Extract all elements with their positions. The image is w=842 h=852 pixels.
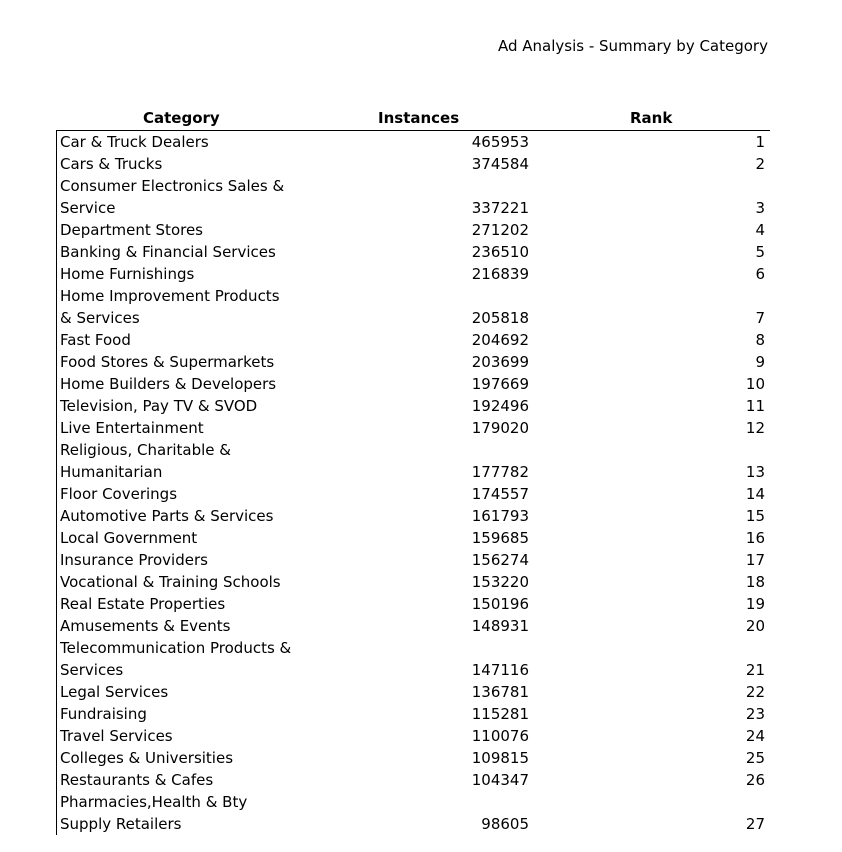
- rank-cell: 11: [745, 397, 765, 415]
- category-cell: Home Furnishings: [60, 265, 195, 283]
- rank-cell: 27: [745, 815, 765, 833]
- rank-cell: 15: [745, 507, 765, 525]
- instances-cell: 216839: [471, 265, 529, 283]
- rank-cell: 10: [745, 375, 765, 393]
- table-row: [57, 153, 771, 175]
- instances-cell: 374584: [471, 155, 529, 173]
- table-row: [57, 329, 771, 351]
- table-row: [57, 219, 771, 241]
- rank-column-header: Rank: [630, 109, 673, 127]
- instances-cell: 147116: [471, 661, 529, 679]
- instances-cell: 271202: [471, 221, 529, 239]
- instances-cell: 161793: [471, 507, 529, 525]
- rank-cell: 21: [745, 661, 765, 679]
- table-row: [57, 725, 771, 747]
- table-row: [57, 285, 771, 329]
- table-row: [57, 593, 771, 615]
- instances-cell: 337221: [471, 199, 529, 217]
- instances-cell: 465953: [471, 133, 529, 151]
- category-cell: Restaurants & Cafes: [60, 771, 214, 789]
- table-row: [57, 769, 771, 791]
- table-row: [57, 615, 771, 637]
- category-cell: Travel Services: [60, 727, 173, 745]
- instances-cell: 205818: [471, 309, 529, 327]
- instances-cell: 159685: [471, 529, 529, 547]
- category-cell: Pharmacies,Health & Bty Supply Retailers: [60, 793, 248, 833]
- rank-cell: 7: [755, 309, 765, 327]
- category-cell: Car & Truck Dealers: [60, 133, 209, 151]
- category-cell: Religious, Charitable & Humanitarian: [60, 441, 231, 481]
- instances-cell: 204692: [471, 331, 529, 349]
- page-title: Ad Analysis - Summary by Category: [498, 37, 768, 55]
- rank-cell: 14: [745, 485, 765, 503]
- category-cell: Amusements & Events: [60, 617, 231, 635]
- instances-cell: 148931: [471, 617, 529, 635]
- rank-cell: 16: [745, 529, 765, 547]
- rank-cell: 17: [745, 551, 765, 569]
- instances-cell: 236510: [471, 243, 529, 261]
- instances-cell: 150196: [471, 595, 529, 613]
- table-row: [57, 549, 771, 571]
- instances-cell: 110076: [471, 727, 529, 745]
- rank-cell: 6: [755, 265, 765, 283]
- category-cell: Fast Food: [60, 331, 131, 349]
- category-cell: Department Stores: [60, 221, 203, 239]
- rank-cell: 3: [755, 199, 765, 217]
- instances-cell: 177782: [471, 463, 529, 481]
- table-row: [57, 263, 771, 285]
- instances-cell: 115281: [471, 705, 529, 723]
- table-header: [0, 109, 842, 131]
- table-row: [57, 505, 771, 527]
- category-cell: Cars & Trucks: [60, 155, 163, 173]
- table-row: [57, 373, 771, 395]
- category-cell: Home Builders & Developers: [60, 375, 277, 393]
- table-row: [57, 241, 771, 263]
- instances-cell: 192496: [471, 397, 529, 415]
- category-cell: Fundraising: [60, 705, 147, 723]
- table-row: [57, 395, 771, 417]
- category-cell: Legal Services: [60, 683, 169, 701]
- table-row: [57, 439, 771, 483]
- rank-cell: 18: [745, 573, 765, 591]
- instances-cell: 136781: [471, 683, 529, 701]
- rank-cell: 23: [745, 705, 765, 723]
- category-cell: Insurance Providers: [60, 551, 208, 569]
- category-cell: Home Improvement Products & Services: [60, 287, 280, 327]
- table-row: [57, 417, 771, 439]
- rank-cell: 24: [745, 727, 765, 745]
- table-row: [57, 175, 771, 219]
- rank-cell: 13: [745, 463, 765, 481]
- category-cell: Local Government: [60, 529, 198, 547]
- category-cell: Banking & Financial Services: [60, 243, 276, 261]
- table-row: [57, 351, 771, 373]
- instances-cell: 179020: [471, 419, 529, 437]
- category-cell: Automotive Parts & Services: [60, 507, 274, 525]
- instances-cell: 156274: [471, 551, 529, 569]
- category-cell: Telecommunication Products & Services: [60, 639, 292, 679]
- table-row: [57, 527, 771, 549]
- category-cell: Consumer Electronics Sales & Service: [60, 177, 285, 217]
- table-row: [57, 703, 771, 725]
- instances-cell: 203699: [471, 353, 529, 371]
- rank-cell: 25: [745, 749, 765, 767]
- table-row: [57, 131, 771, 153]
- instances-cell: 153220: [471, 573, 529, 591]
- rank-cell: 26: [745, 771, 765, 789]
- rank-cell: 20: [745, 617, 765, 635]
- rank-cell: 2: [755, 155, 765, 173]
- category-cell: Vocational & Training Schools: [60, 573, 281, 591]
- table-row: [57, 747, 771, 769]
- table-row: [57, 571, 771, 593]
- category-cell: Colleges & Universities: [60, 749, 234, 767]
- table-row: [57, 681, 771, 703]
- category-cell: Food Stores & Supermarkets: [60, 353, 275, 371]
- rank-cell: 22: [745, 683, 765, 701]
- instances-cell: 174557: [471, 485, 529, 503]
- instances-column-header: Instances: [378, 109, 460, 127]
- category-cell: Live Entertainment: [60, 419, 204, 437]
- instances-cell: 197669: [471, 375, 529, 393]
- category-cell: Television, Pay TV & SVOD: [60, 397, 258, 415]
- table-row: [57, 637, 771, 681]
- instances-cell: 104347: [471, 771, 529, 789]
- summary-table: [56, 131, 771, 835]
- instances-cell: 98605: [481, 815, 529, 833]
- rank-cell: 1: [755, 133, 765, 151]
- rank-cell: 19: [745, 595, 765, 613]
- rank-cell: 5: [755, 243, 765, 261]
- table-row: [57, 791, 771, 835]
- category-column-header: Category: [143, 109, 220, 127]
- rank-cell: 9: [755, 353, 765, 371]
- category-cell: Floor Coverings: [60, 485, 178, 503]
- rank-cell: 4: [755, 221, 765, 239]
- rank-cell: 8: [755, 331, 765, 349]
- rank-cell: 12: [745, 419, 765, 437]
- category-cell: Real Estate Properties: [60, 595, 226, 613]
- table-row: [57, 483, 771, 505]
- instances-cell: 109815: [471, 749, 529, 767]
